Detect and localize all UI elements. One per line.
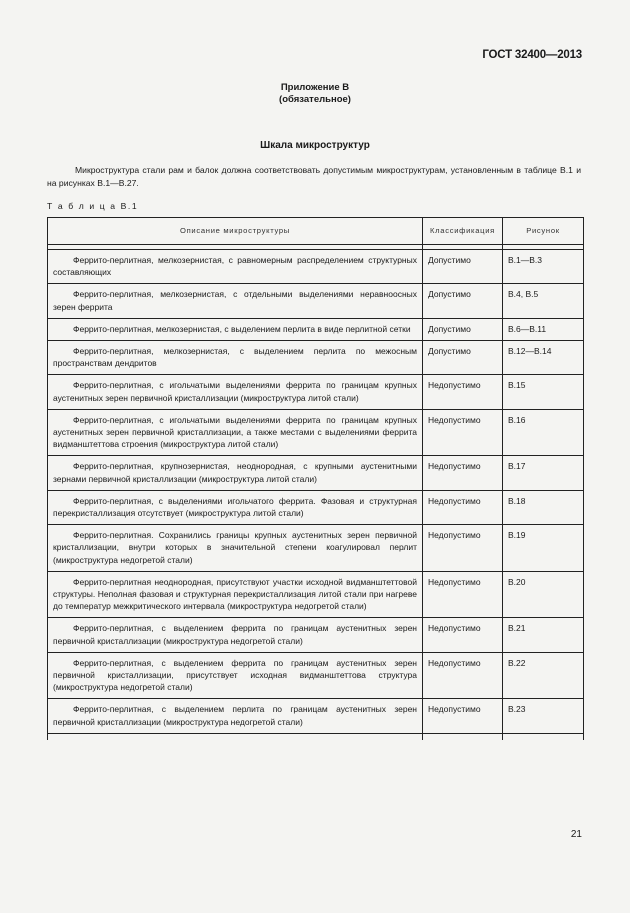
row-figure: В.4, В.5: [503, 284, 584, 318]
table-row: [48, 318, 584, 340]
row-classification: Допустимо: [423, 318, 503, 340]
intro-paragraph: Микроструктура стали рам и балок должна соответствовать допустимым микроструктурам, установленным в таблице В.1 и на рисунках В.1—В.27.: [47, 165, 581, 188]
row-description: Феррито-перлитная, с выделением перлита по границам аустенитных зерен первичной кристаллизации (микроструктура недогретой стали): [48, 699, 423, 733]
row-figure: В.12—В.14: [503, 341, 584, 375]
table-body: [48, 245, 584, 740]
annex-title: Приложение В: [280, 82, 350, 93]
table-row: [48, 652, 584, 699]
row-figure: В.20: [503, 571, 584, 618]
section-title: Шкала микроструктур: [260, 140, 370, 151]
row-figure: В.16: [503, 409, 584, 456]
header-classification: Классификация: [423, 218, 503, 245]
row-classification: Допустимо: [423, 284, 503, 318]
table-row: [48, 699, 584, 733]
row-description: Феррито-перлитная, мелкозернистая, с выделением перлита в виде перлитной сетки: [48, 318, 423, 340]
row-description: Феррито-перлитная, мелкозернистая, с равномерным распределением структурных составляющих: [48, 250, 423, 284]
table-row: [48, 571, 584, 618]
row-figure: В.1—В.3: [503, 250, 584, 284]
table-caption: Т а б л и ц а В.1: [47, 201, 139, 211]
row-classification: Недопустимо: [423, 525, 503, 572]
table-row: [48, 250, 584, 284]
row-figure: В.21: [503, 618, 584, 652]
row-classification: Недопустимо: [423, 409, 503, 456]
microstructure-table: [47, 217, 584, 740]
row-description: Феррито-перлитная, мелкозернистая, с выделением перлита по межосным пространствам дендритов: [48, 341, 423, 375]
row-figure: В.22: [503, 652, 584, 699]
annex-status: (обязательное): [279, 94, 351, 105]
row-description: Феррито-перлитная, мелкозернистая, с отдельными выделениями неравноосных зерен феррита: [48, 284, 423, 318]
row-description: Феррито-перлитная неоднородная, присутствуют участки исходной видманштеттовой структуры. Неполная фазовая и структурная перекристаллизация литой стали при нагреве до температур межкритического интервала (микроструктура недогретой стали): [48, 571, 423, 618]
row-figure: В.23: [503, 699, 584, 733]
row-classification: Допустимо: [423, 250, 503, 284]
table-row: [48, 456, 584, 490]
standard-code: ГОСТ 32400—2013: [482, 49, 582, 61]
annex-heading: [0, 82, 630, 106]
row-classification: Недопустимо: [423, 375, 503, 409]
row-description: Феррито-перлитная, с выделениями игольчатого феррита. Фазовая и структурная перекристаллизация отсутствует (микроструктура литой стали): [48, 490, 423, 524]
table-row: [48, 409, 584, 456]
table-row: [48, 618, 584, 652]
header-figure: Рисунок: [503, 218, 584, 245]
table-row: [48, 490, 584, 524]
row-classification: Недопустимо: [423, 490, 503, 524]
row-description: Феррито-перлитная, крупнозернистая, неоднородная, с крупными аустенитными зернами первичной кристаллизации (микроструктура литой стали): [48, 456, 423, 490]
row-figure: В.18: [503, 490, 584, 524]
row-figure: В.19: [503, 525, 584, 572]
row-classification: Допустимо: [423, 341, 503, 375]
row-figure: В.15: [503, 375, 584, 409]
row-description: Феррито-перлитная. Сохранились границы крупных аустенитных зерен первичной кристаллизации, внутри которых в значительной степени коагулировал перлит (микроструктура недогретой стали): [48, 525, 423, 572]
table-row: [48, 284, 584, 318]
row-classification: Недопустимо: [423, 618, 503, 652]
header-description: Описание микроструктуры: [48, 218, 423, 245]
table-row: [48, 341, 584, 375]
row-description: Феррито-перлитная, с игольчатыми выделениями феррита по границам крупных аустенитных зерен первичной кристаллизации, а также местами с выделениями феррита видманштеттова строения (микроструктура литой стали): [48, 409, 423, 456]
row-description: Феррито-перлитная, с игольчатыми выделениями феррита по границам крупных аустенитных зерен первичной кристаллизации (микроструктура литой стали): [48, 375, 423, 409]
row-classification: Недопустимо: [423, 699, 503, 733]
row-description: Феррито-перлитная, с выделением феррита по границам аустенитных зерен первичной кристаллизации, присутствует исходная видманштеттова структура (микроструктура недогретой стали): [48, 652, 423, 699]
table-row: [48, 375, 584, 409]
row-classification: Недопустимо: [423, 456, 503, 490]
table-tail-row: [48, 733, 584, 740]
row-description: Феррито-перлитная, с выделением феррита по границам аустенитных зерен первичной кристаллизации (микроструктура недогретой стали): [48, 618, 423, 652]
row-classification: Недопустимо: [423, 652, 503, 699]
table-header-row: [48, 218, 584, 245]
row-figure: В.17: [503, 456, 584, 490]
row-figure: В.6—В.11: [503, 318, 584, 340]
page-number: 21: [570, 829, 582, 840]
row-classification: Недопустимо: [423, 571, 503, 618]
table-row: [48, 525, 584, 572]
